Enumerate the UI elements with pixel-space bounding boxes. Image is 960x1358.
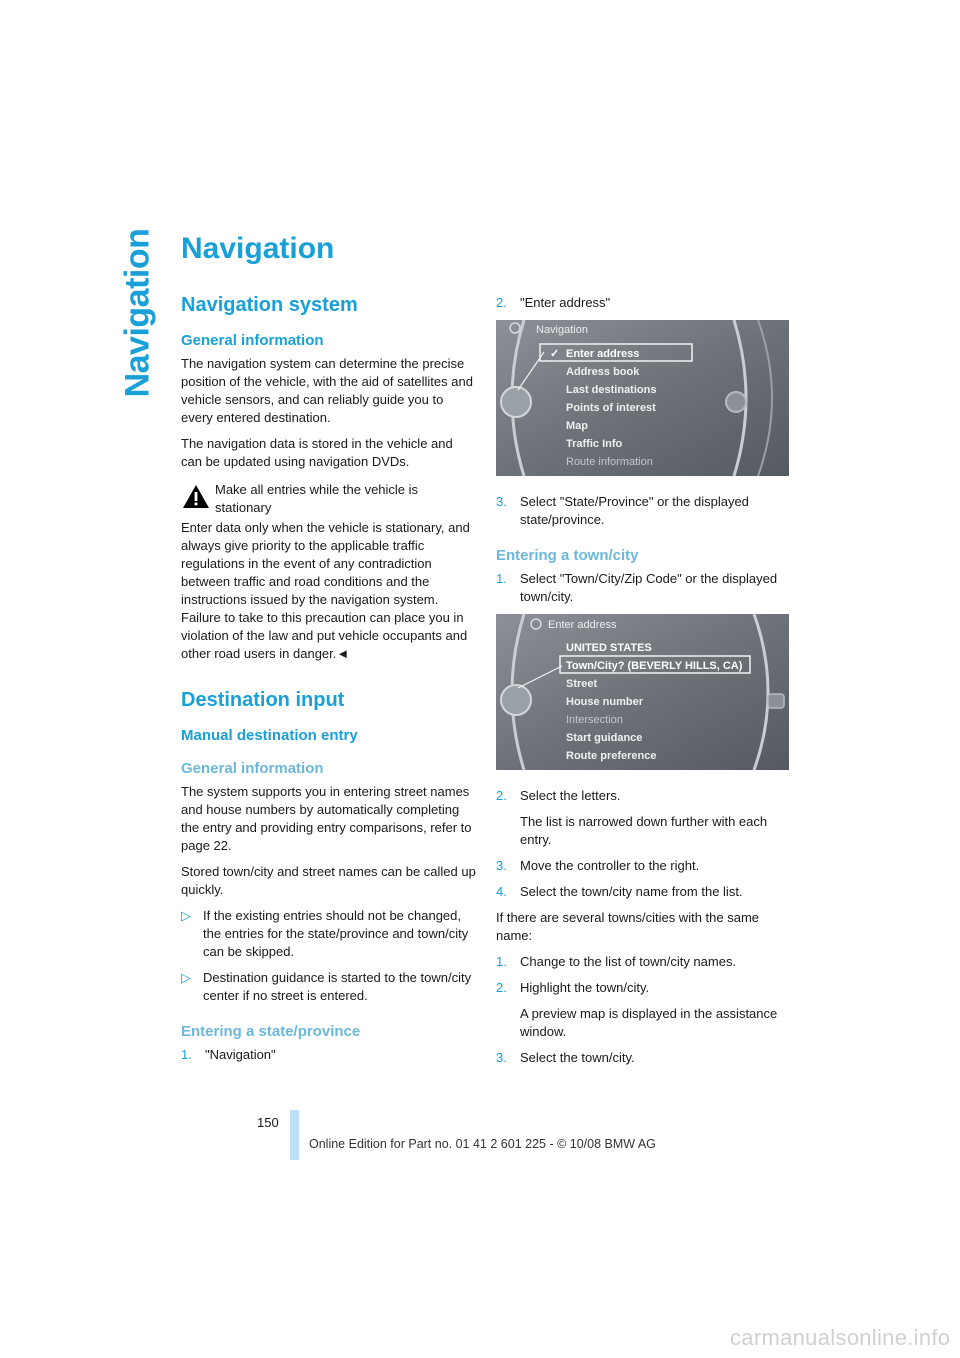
step-text: "Navigation" [205,1047,276,1062]
step-text: "Enter address" [520,295,611,310]
step-item [496,953,792,971]
menu-item: Points of interest [566,402,656,414]
navigation-menu-screenshot [496,320,789,476]
general-information-heading: General information [181,332,324,349]
section-destination-input: Destination input [181,689,345,711]
left-column [181,294,476,1072]
warning-body: Enter data only when the vehicle is stationary, and always give priority to the applicable traffic regulations in the event of any contradiction between traffic and road conditions and the instructions issued by the navigation system. Failure to take to this precaution can place you in violation of the law and put vehicle occupants and other road users in danger.◄ [181,520,470,661]
step-text: Select "State/Province" or the displayed state/province. [520,494,749,527]
menu-item: Start guidance [566,732,643,744]
paragraph: The navigation data is stored in the vehicle and can be updated using navigation DVDs. [181,436,453,469]
step-subtext: The list is narrowed down further with each entry. [520,814,768,847]
step-item [496,883,792,901]
menu-item: UNITED STATES [566,642,652,654]
paragraph: The navigation system can determine the precise position of the vehicle, with the aid of satellites and vehicle sensors, and can reliably guide you to every entered destination. [181,356,473,425]
step-text: Move the controller to the right. [520,858,700,873]
step-text: Change to the list of town/city names. [520,954,737,969]
step-item [496,570,792,606]
manual-entry-heading: Manual destination entry [181,727,358,744]
controller-icon [501,387,531,417]
page-number: 150 [257,1115,279,1130]
step-item [496,979,792,1041]
step-text: Select the town/city. [520,1050,635,1065]
step-number: 2. [496,980,507,995]
step-item [496,294,792,312]
enter-address-screenshot [496,614,789,770]
menu-item: Map [566,420,588,432]
step-subtext: A preview map is displayed in the assistance window. [520,1006,778,1039]
menu-item: Last destinations [566,384,657,396]
warning-block [181,481,476,517]
menu-item: Intersection [566,714,623,726]
step-number: 2. [496,295,507,310]
bullet-mark: ▷ [181,908,191,923]
right-column [496,294,792,1075]
step-text: Highlight the town/city. [520,980,650,995]
list-item [181,907,476,961]
check-icon: ✓ [550,348,560,360]
step-number: 1. [181,1047,192,1062]
step-number: 4. [496,884,507,899]
town-city-heading: Entering a town/city [496,547,639,564]
paragraph: The system supports you in entering street names and house numbers by automatically completing the entry and providing entry comparisons, refer to page 22. [181,784,472,853]
step-item [496,787,792,849]
bullet-text: If the existing entries should not be changed, the entries for the state/province and town/city can be skipped. [203,908,469,959]
general-information-subheading: General information [181,760,324,777]
step-number: 1. [496,571,507,586]
controller-icon [501,685,531,715]
footer-edition: Online Edition for Part no. 01 41 2 601 225 - © 10/08 BMW AG [309,1137,656,1151]
step-number: 3. [496,858,507,873]
bullet-mark: ▷ [181,970,191,985]
menu-item: Route preference [566,750,657,762]
screen-title: Navigation [536,324,588,336]
watermark: carmanualsonline.info [730,1325,951,1350]
step-item [496,493,792,529]
step-text: Select "Town/City/Zip Code" or the displayed town/city. [520,571,778,604]
step-number: 2. [496,788,507,803]
side-tab [118,228,157,398]
menu-item: House number [566,696,644,708]
menu-item: Street [566,678,598,690]
menu-item: Traffic Info [566,438,623,450]
step-item [496,1049,792,1067]
step-number: 1. [496,954,507,969]
step-text: Select the letters. [520,788,621,803]
menu-item: Route information [566,456,653,468]
footer-bar [290,1110,299,1160]
section-navigation-system: Navigation system [181,294,358,316]
paragraph: If there are several towns/cities with the same name: [496,910,760,943]
menu-item: Enter address [566,348,640,360]
step-number: 3. [496,494,507,509]
paragraph: Stored town/city and street names can be called up quickly. [181,864,476,897]
menu-item: Town/City? (BEVERLY HILLS, CA) [566,660,743,672]
step-item [496,857,792,875]
menu-item: Address book [566,366,640,378]
step-number: 3. [496,1050,507,1065]
step-text: Select the town/city name from the list. [520,884,743,899]
chapter-title: Navigation [181,232,335,265]
warning-title: Make all entries while the vehicle is stationary [215,482,419,515]
bullet-text: Destination guidance is started to the town/city center if no street is entered. [203,970,472,1003]
list-item [181,969,476,1005]
side-tab-label: Navigation [118,228,157,398]
step-item [181,1046,476,1064]
warning-icon [181,483,215,509]
state-province-heading: Entering a state/province [181,1023,361,1040]
screen-title: Enter address [548,619,617,631]
